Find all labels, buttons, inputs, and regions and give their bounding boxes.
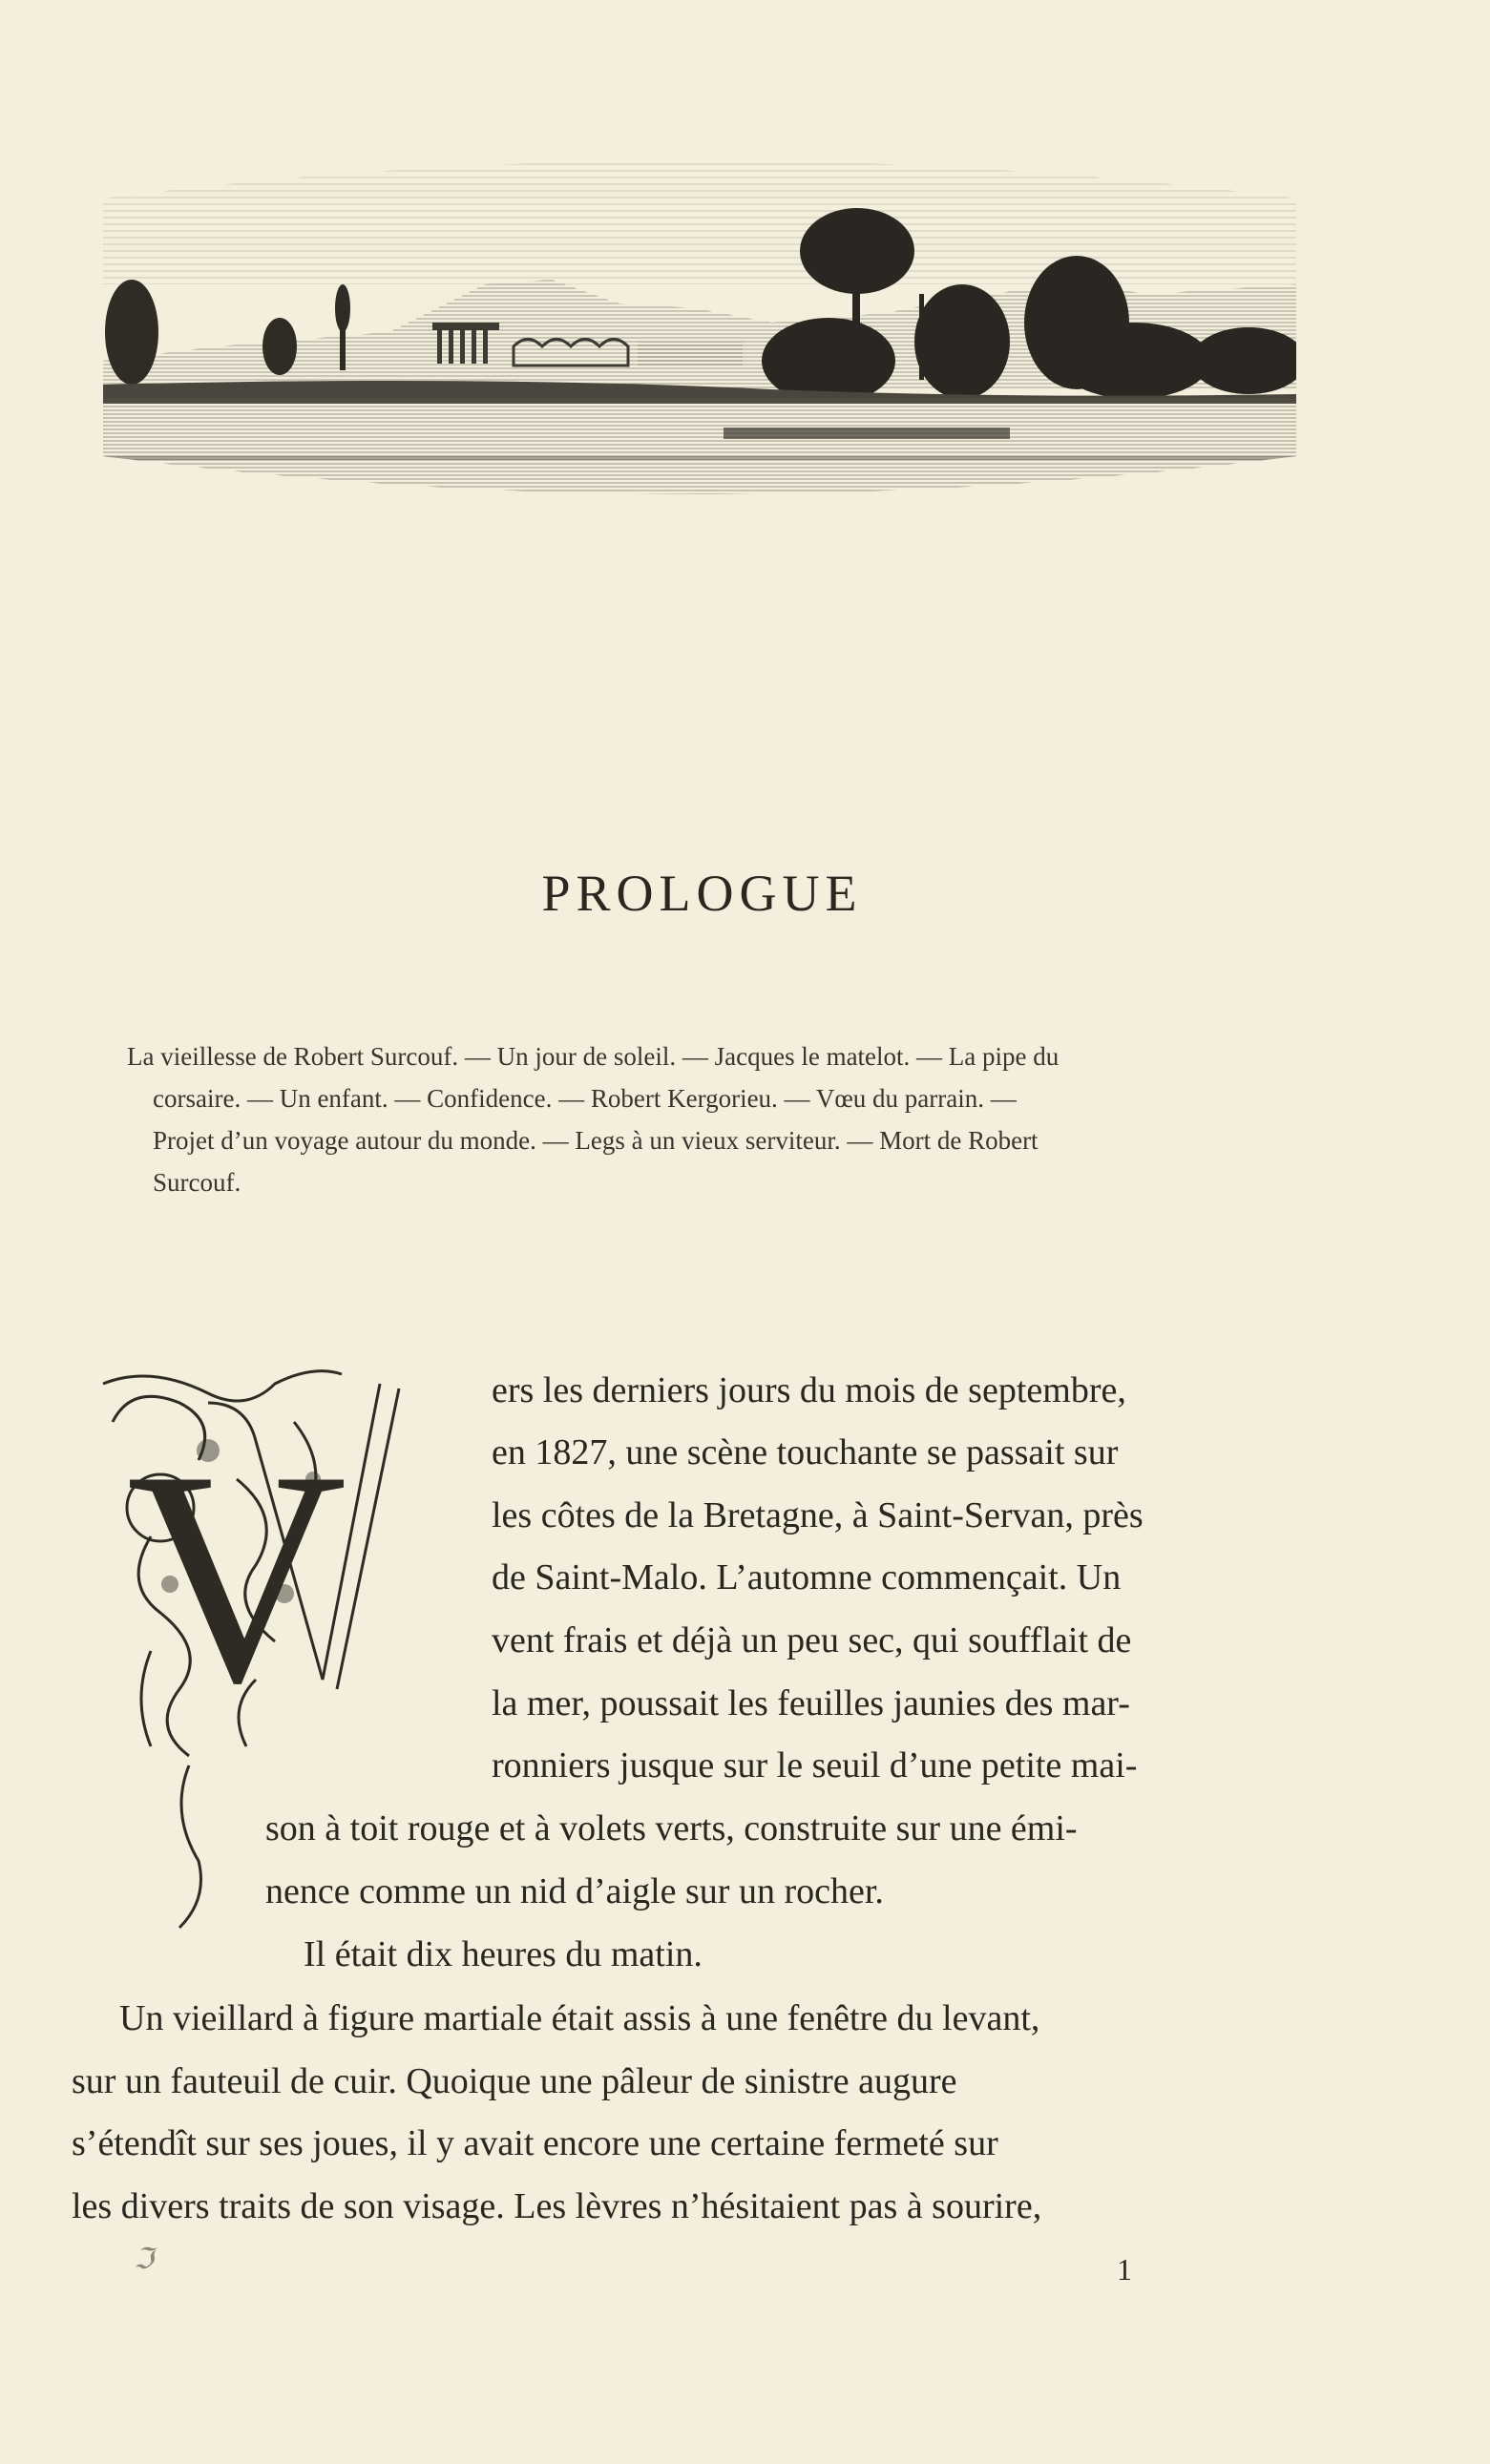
chapter-title: PROLOGUE xyxy=(541,865,863,922)
text-line: sur un fauteuil de cuir. Quoique une pâleur de sinistre augure xyxy=(72,2061,957,2101)
ornamental-drop-cap xyxy=(94,1365,475,1937)
text-line: s’étendît sur ses joues, il y avait encore une certaine fermeté sur xyxy=(72,2123,998,2163)
text-line: de Saint-Malo. L’automne commençait. Un xyxy=(492,1557,1122,1597)
summary-line: Projet d’un voyage autour du monde. — Legs à un vieux serviteur. — Mort de Robert xyxy=(153,1126,1039,1155)
text-line: Il était dix heures du matin. xyxy=(304,1934,703,1974)
summary-line: Surcouf. xyxy=(153,1168,241,1197)
summary-line: La vieillesse de Robert Surcouf. — Un jour de soleil. — Jacques le matelot. — La pipe du xyxy=(127,1042,1060,1071)
text-line: en 1827, une scène touchante se passait sur xyxy=(492,1432,1119,1472)
text-line: ers les derniers jours du mois de septembre, xyxy=(492,1370,1126,1410)
signature-mark: ℑ xyxy=(134,2244,154,2275)
text-line: la mer, poussait les feuilles jaunies des mar- xyxy=(492,1683,1130,1723)
text-line: Un vieillard à figure martiale était assis à une fenêtre du levant, xyxy=(119,1998,1040,2038)
text-line: son à toit rouge et à volets verts, construite sur une émi- xyxy=(265,1808,1078,1848)
page-number: 1 xyxy=(1117,2252,1132,2287)
landscape-vignette-engraving xyxy=(103,141,1296,509)
drop-cap-letter: V xyxy=(126,1409,347,1746)
summary-line: corsaire. — Un enfant. — Confidence. — Robert Kergorieu. — Vœu du parrain. — xyxy=(153,1084,1017,1113)
text-line: nence comme un nid d’aigle sur un rocher. xyxy=(265,1871,884,1911)
chapter-summary xyxy=(127,1035,1268,1203)
text-line: les divers traits de son visage. Les lèvres n’hésitaient pas à sourire, xyxy=(72,2186,1042,2226)
text-line: les côtes de la Bretagne, à Saint-Servan, près xyxy=(492,1495,1144,1535)
text-line: ronniers jusque sur le seuil d’une petite mai- xyxy=(492,1745,1138,1785)
text-line: vent frais et déjà un peu sec, qui soufflait de xyxy=(492,1620,1132,1660)
